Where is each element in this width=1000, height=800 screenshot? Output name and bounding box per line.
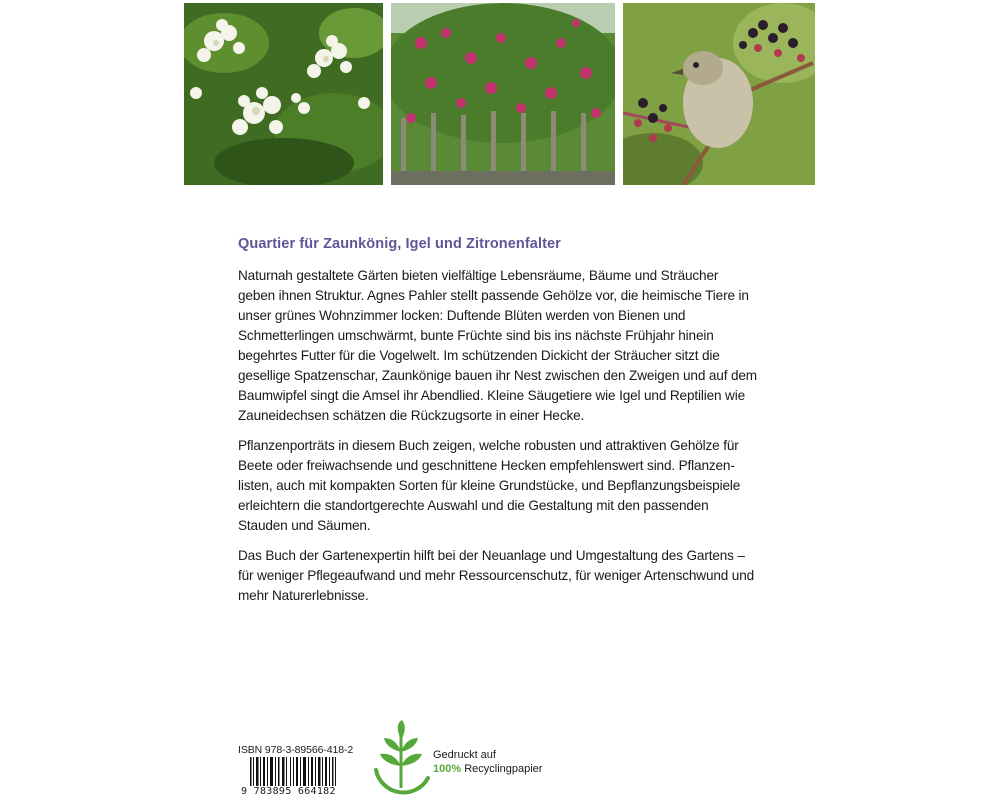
barcode-digits: 9 783895 664182 <box>241 786 336 797</box>
eco-rest: Recyclingpapier <box>461 763 543 775</box>
heading: Quartier für Zaunkönig, Igel und Zitronenfalter <box>238 236 561 252</box>
eco-print-note <box>433 748 542 776</box>
paragraph-1: Naturnah gestaltete Gärten bieten vielfältige Lebensräume, Bäume und Sträucher geben ihnen Struktur. Agnes Pahler stellt passende Gehölze vor, die heimische Tiere in unser grünes Wohnzimmer locken: Duftende Blüten werden von Bienen und Schmetterlingen umschwärmt, bunte Früchte sind bis ins nächste Frühjahr hinein begehrtes Futter für die Vogelwelt. Im schützenden Dickicht der Sträucher sitzt die gesellige Spatzenschar, Zaunkönige bauen ihr Nest zwischen den Zweigen und auf dem Baumwipfel singt die Amsel ihr Abendlied. Kleine Säugetiere wie Igel und Reptilien wie Zauneidechsen schätzen die Rückzugsorte in einer Hecke. <box>238 268 757 423</box>
plant-sprout-icon <box>370 718 432 798</box>
eco-line-1: Gedruckt auf <box>433 749 496 761</box>
isbn-label: ISBN 978-3-89566-418-2 <box>238 744 354 756</box>
eco-percent: 100% <box>433 763 462 775</box>
eco-line-2 <box>433 762 542 776</box>
back-cover-text <box>238 236 758 616</box>
bird-on-elderberry-photo <box>623 3 815 185</box>
paragraph-2: Pflanzenporträts in diesem Buch zeigen, welche robusten und attraktiven Gehölze für Beete oder freiwachsende und geschnittene Hecken empfehlenswert sind. Pflanzen-listen, auch mit kompakten Sorten für kleine Grundstücke, und Bepflanzungsbeispiele erleichtern die standortgerechte Auswahl und die Gestaltung mit den passenden Stauden und Säumen. <box>238 438 741 533</box>
paragraph-3: Das Buch der Gartenexpertin hilft bei der Neuanlage und Umgestaltung des Gartens – für weniger Pflegeaufwand und mehr Ressourcenschutz, für weniger Artenschwund und mehr Naturerlebnisse. <box>238 548 755 603</box>
rose-hedge-fence-photo <box>391 3 615 185</box>
white-viburnum-flowers-photo <box>184 3 383 185</box>
